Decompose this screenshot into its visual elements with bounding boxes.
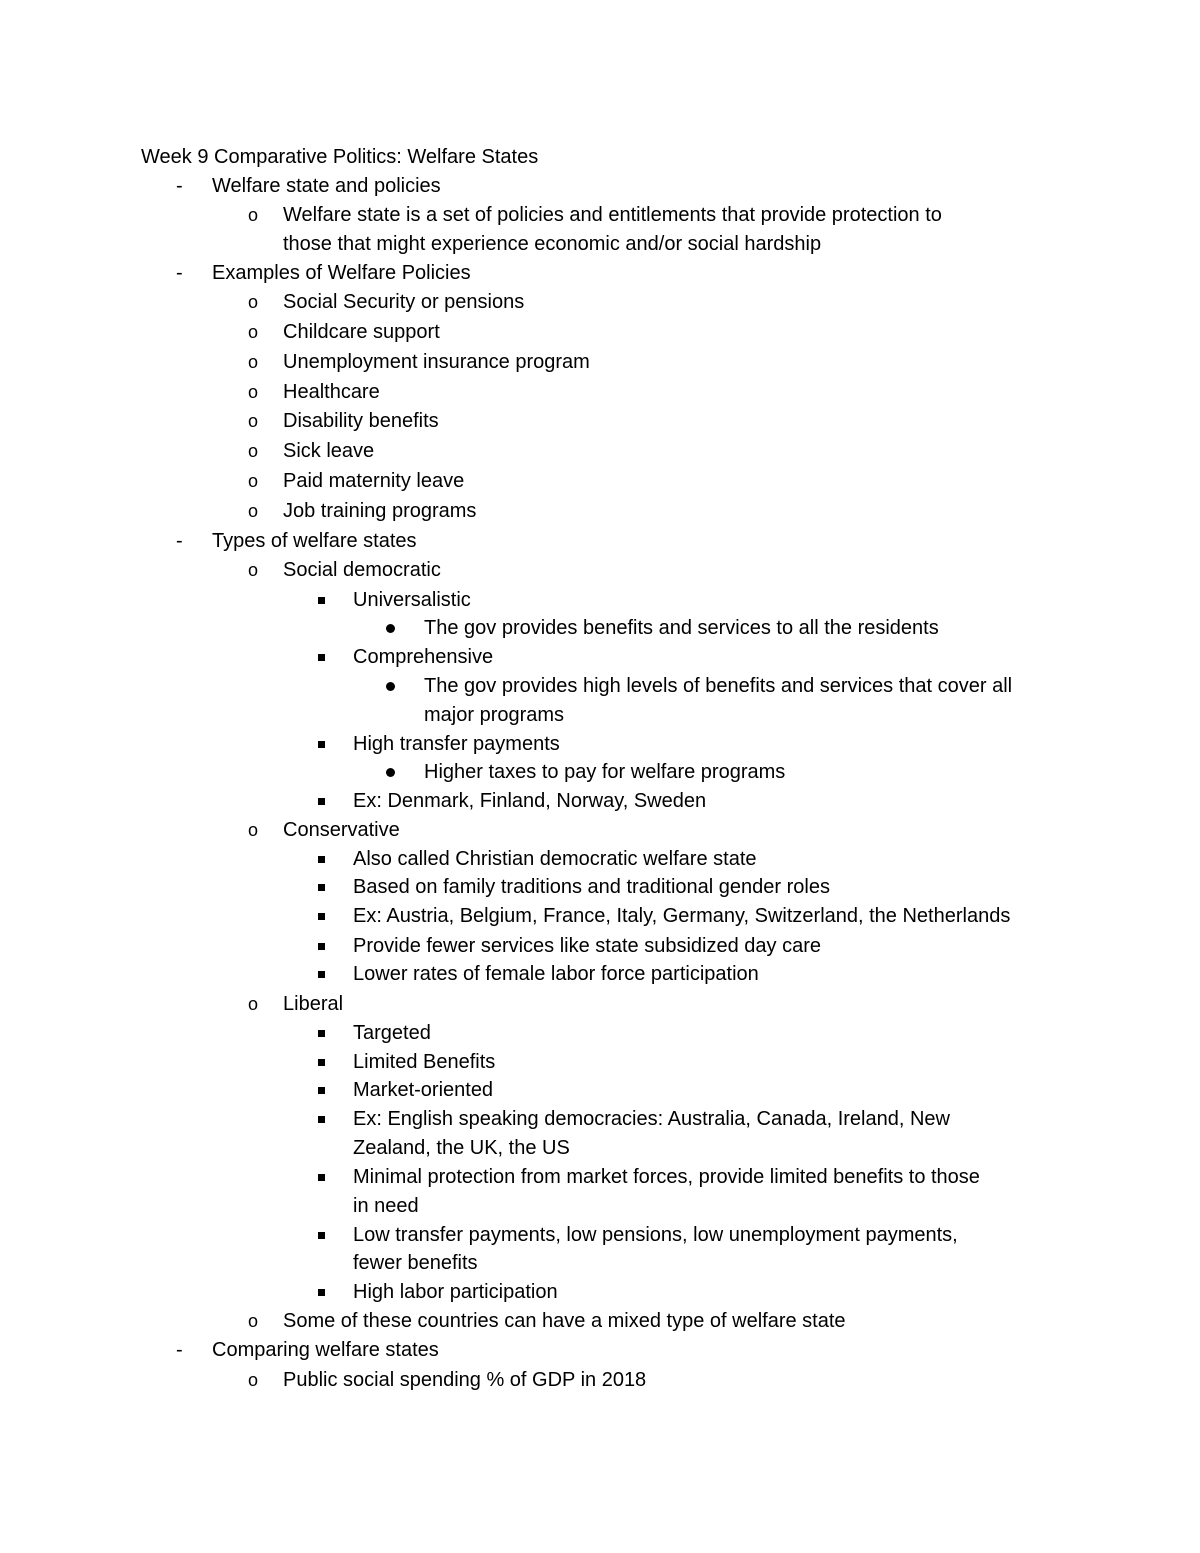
dash-bullet-icon: - [176, 175, 183, 197]
outline-item-level-3: Zealand, the UK, the US [353, 1137, 570, 1159]
circle-bullet-icon: o [248, 1311, 259, 1331]
square-bullet-icon [318, 913, 325, 920]
square-bullet-icon [318, 856, 325, 863]
circle-bullet-icon: o [248, 292, 259, 312]
outline-item-level-2: Social Security or pensions [283, 291, 525, 313]
outline-item-level-3: Universalistic [353, 589, 471, 611]
outline-item-level-1: Comparing welfare states [212, 1339, 439, 1361]
outline-item-level-3: High transfer payments [353, 733, 560, 755]
outline-item-level-2: Unemployment insurance program [283, 351, 590, 373]
circle-bullet-icon: o [248, 994, 259, 1014]
circle-bullet-icon: o [248, 471, 259, 491]
circle-bullet-icon: o [248, 501, 259, 521]
outline-item-level-3: Based on family traditions and traditional gender roles [353, 876, 830, 898]
square-bullet-icon [318, 971, 325, 978]
outline-item-level-1: Examples of Welfare Policies [212, 262, 471, 284]
dot-bullet-icon [386, 768, 395, 777]
square-bullet-icon [318, 798, 325, 805]
circle-bullet-icon: o [248, 352, 259, 372]
outline-item-level-3: Targeted [353, 1022, 431, 1044]
outline-item-level-3: Ex: Denmark, Finland, Norway, Sweden [353, 790, 707, 812]
outline-item-level-3: Comprehensive [353, 646, 494, 668]
document-title: Week 9 Comparative Politics: Welfare States [141, 146, 539, 168]
outline-item-level-2: Some of these countries can have a mixed type of welfare state [283, 1310, 846, 1332]
circle-bullet-icon: o [248, 382, 259, 402]
outline-item-level-2: those that might experience economic and/or social hardship [283, 233, 822, 255]
square-bullet-icon [318, 1232, 325, 1239]
outline-item-level-2: Childcare support [283, 321, 440, 343]
square-bullet-icon [318, 1059, 325, 1066]
outline-item-level-4: The gov provides high levels of benefits and services that cover all [424, 675, 1013, 697]
square-bullet-icon [318, 1289, 325, 1296]
outline-item-level-3: Low transfer payments, low pensions, low unemployment payments, [353, 1224, 958, 1246]
dash-bullet-icon: - [176, 530, 183, 552]
circle-bullet-icon: o [248, 205, 259, 225]
outline-item-level-2: Paid maternity leave [283, 470, 465, 492]
dash-bullet-icon: - [176, 1339, 183, 1361]
outline-item-level-1: Welfare state and policies [212, 175, 441, 197]
outline-item-level-4: major programs [424, 704, 565, 726]
outline-item-level-3: Market-oriented [353, 1079, 494, 1101]
circle-bullet-icon: o [248, 560, 259, 580]
square-bullet-icon [318, 884, 325, 891]
square-bullet-icon [318, 654, 325, 661]
dash-bullet-icon: - [176, 262, 183, 284]
outline-item-level-3: Lower rates of female labor force participation [353, 963, 759, 985]
circle-bullet-icon: o [248, 411, 259, 431]
outline-item-level-3: Ex: English speaking democracies: Australia, Canada, Ireland, New [353, 1108, 950, 1130]
outline-item-level-3: fewer benefits [353, 1252, 478, 1274]
square-bullet-icon [318, 1116, 325, 1123]
square-bullet-icon [318, 1087, 325, 1094]
square-bullet-icon [318, 943, 325, 950]
circle-bullet-icon: o [248, 322, 259, 342]
outline-item-level-3: Limited Benefits [353, 1051, 496, 1073]
outline-item-level-3: High labor participation [353, 1281, 558, 1303]
outline-item-level-3: Provide fewer services like state subsidized day care [353, 935, 821, 957]
circle-bullet-icon: o [248, 1370, 259, 1390]
square-bullet-icon [318, 741, 325, 748]
outline-item-level-2: Job training programs [283, 500, 477, 522]
outline-item-level-2: Disability benefits [283, 410, 439, 432]
outline-item-level-2: Public social spending % of GDP in 2018 [283, 1369, 647, 1391]
outline-item-level-3: in need [353, 1195, 419, 1217]
outline-item-level-2: Liberal [283, 993, 344, 1015]
outline-item-level-2: Healthcare [283, 381, 380, 403]
circle-bullet-icon: o [248, 441, 259, 461]
outline-item-level-4: Higher taxes to pay for welfare programs [424, 761, 786, 783]
outline-item-level-3: Also called Christian democratic welfare state [353, 848, 757, 870]
square-bullet-icon [318, 1030, 325, 1037]
square-bullet-icon [318, 597, 325, 604]
dot-bullet-icon [386, 682, 395, 691]
outline-item-level-2: Social democratic [283, 559, 441, 581]
circle-bullet-icon: o [248, 820, 259, 840]
dot-bullet-icon [386, 624, 395, 633]
outline-item-level-2: Conservative [283, 819, 400, 841]
outline-item-level-4: The gov provides benefits and services to all the residents [424, 617, 939, 639]
square-bullet-icon [318, 1174, 325, 1181]
outline-item-level-3: Minimal protection from market forces, provide limited benefits to those [353, 1166, 980, 1188]
outline-item-level-3: Ex: Austria, Belgium, France, Italy, Germany, Switzerland, the Netherlands [353, 905, 1011, 927]
outline-item-level-2: Sick leave [283, 440, 375, 462]
outline-item-level-2: Welfare state is a set of policies and entitlements that provide protection to [283, 204, 942, 226]
outline-item-level-1: Types of welfare states [212, 530, 417, 552]
